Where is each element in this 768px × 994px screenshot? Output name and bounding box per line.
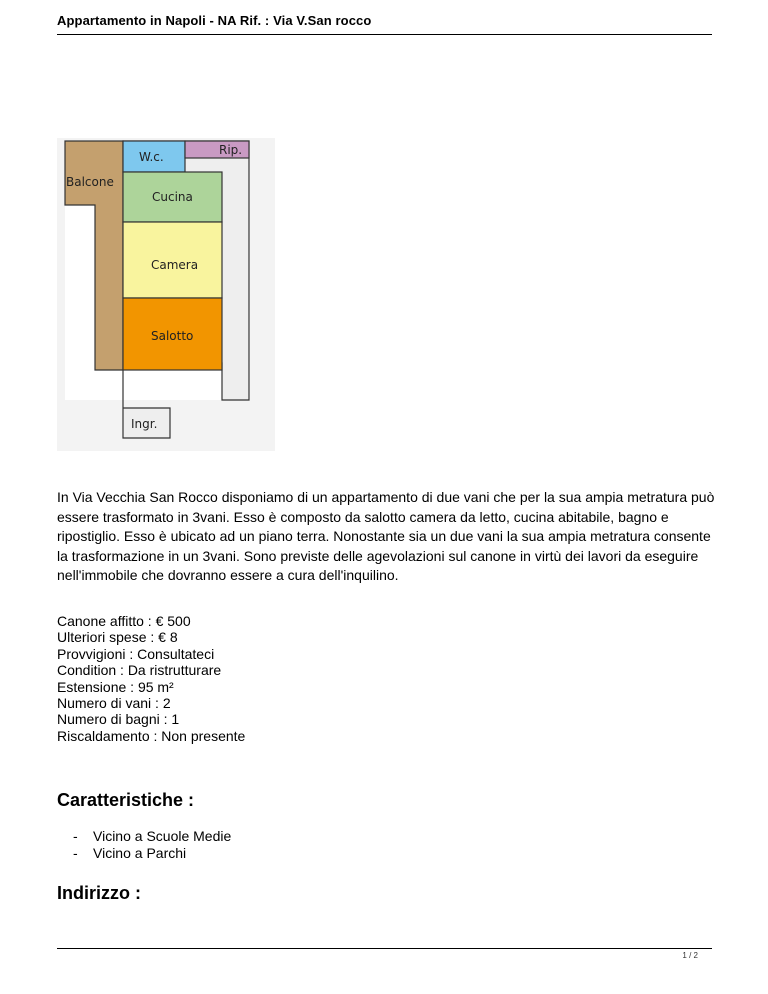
feature-text: Vicino a Parchi <box>93 845 187 861</box>
spec-row: Numero di vani : 2 <box>57 695 171 712</box>
list-item <box>73 845 231 862</box>
spec-row: Riscaldamento : Non presente <box>57 727 246 744</box>
footer-divider <box>57 948 712 949</box>
property-specs <box>57 613 717 744</box>
address-heading: Indirizzo : <box>57 883 141 903</box>
list-item <box>73 828 231 845</box>
spec-row: Canone affitto : € 500 <box>57 613 191 629</box>
spec-row: Estensione : 95 m² <box>57 678 174 695</box>
rip-label: Rip. <box>219 143 243 157</box>
spec-row: Condition : Da ristrutturare <box>57 662 222 679</box>
floor-plan <box>57 138 275 451</box>
list-dash: - <box>73 845 78 861</box>
spec-row: Ulteriori spese : € 8 <box>57 629 178 646</box>
property-description: In Via Vecchia San Rocco disponiamo di un appartamento di due vani che per la sua ampia metratura può essere trasformato in 3vani. Esso è composto da salotto camera da letto, cucina abitabile, bagno e ripostiglio. Esso è ubicato ad un piano terra. Nonostante sia un due vani la sua ampia metratura consente la trasformazione in un 3vani. Sono previste delle agevolazioni sul canone in virtù dei lavori da eseguire nell'immobile che dovranno essere a cura dell'inquilino. <box>57 489 715 583</box>
camera-label: Camera <box>151 258 199 272</box>
wc-label: W.c. <box>139 150 164 164</box>
list-dash: - <box>73 828 78 844</box>
page-header-title: Appartamento in Napoli - NA Rif. : Via V.San rocco <box>57 13 372 28</box>
cucina-label: Cucina <box>152 190 193 204</box>
spec-row: Numero di bagni : 1 <box>57 711 180 728</box>
page-number: 1 / 2 <box>682 951 698 960</box>
features-list <box>73 828 231 862</box>
feature-text: Vicino a Scuole Medie <box>93 828 232 844</box>
salotto-label: Salotto <box>151 329 194 343</box>
header-divider <box>57 34 712 35</box>
features-heading: Caratteristiche : <box>57 790 195 810</box>
ingr-label: Ingr. <box>131 417 158 431</box>
spec-row: Provvigioni : Consultateci <box>57 645 215 662</box>
balcone-label: Balcone <box>66 175 114 189</box>
